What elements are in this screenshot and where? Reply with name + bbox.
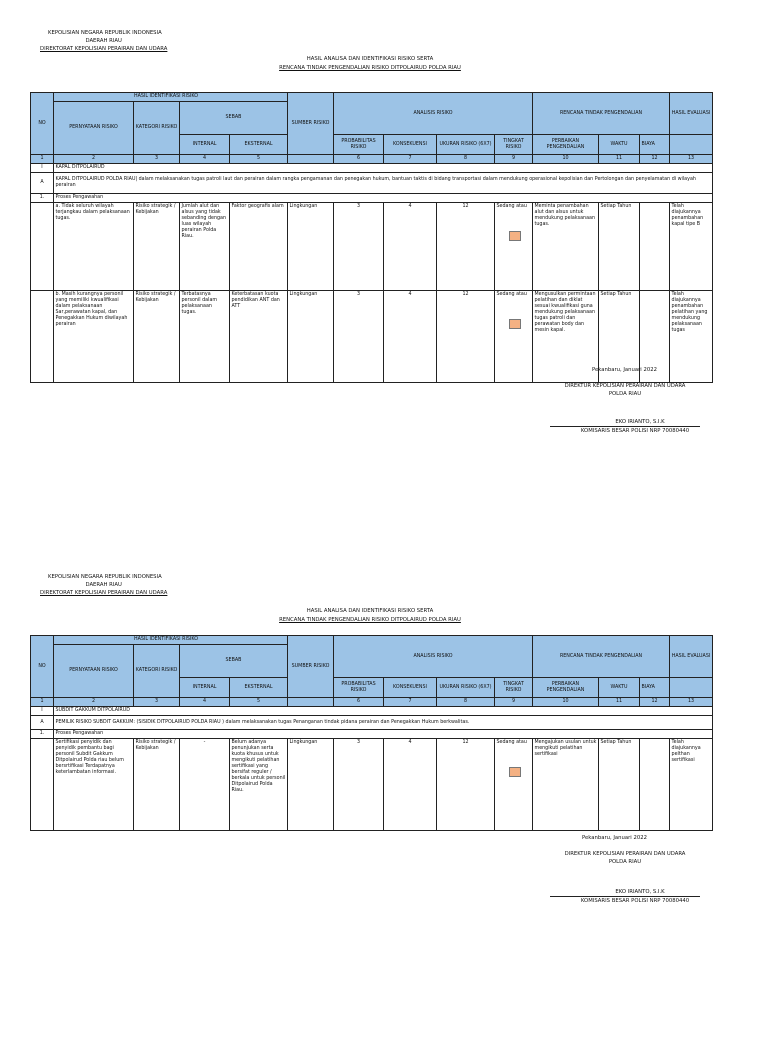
process-title: Proses Pengawahan [54, 730, 713, 739]
col-number: 5 [230, 155, 288, 164]
cell-evaluasi: Telah diajukannya penambahan kapal tipe B [670, 203, 713, 291]
cell-tingkat [495, 203, 533, 291]
header-eksternal: EKSTERNAL [230, 678, 288, 698]
header-ukuran: UKURAN RISIKO (6X7) [437, 678, 495, 698]
col-number: 11 [599, 698, 640, 707]
header-hasil-identifikasi: HASIL IDENTIFIKASI RISIKO [54, 93, 288, 102]
header-internal: INTERNAL [180, 135, 230, 155]
col-number: 11 [599, 155, 640, 164]
cell-perbaikan: Mengajukan usulan untuk mengikuti pelatihan sertifikasi [533, 739, 599, 831]
risk-level-marker [509, 319, 521, 329]
cell-probabilitas: 3 [334, 291, 384, 383]
signature-name: EKO IRIANTO, S.I.K [615, 419, 665, 425]
owner-no: A [31, 173, 54, 194]
row-no-blank [31, 291, 54, 383]
cell-internal: Terbatasnya personil dalam pelaksanaan tugas. [180, 291, 230, 383]
header-konsekuensi: KONSEKUENSI [384, 135, 437, 155]
cell-biaya [640, 203, 670, 291]
header-rencana: RENCANA TINDAK PENGENDALIAN [533, 93, 670, 135]
header-sumber: SUMBER RISIKO [288, 93, 334, 155]
col-number: 7 [384, 155, 437, 164]
header-hasil-identifikasi: HASIL IDENTIFIKASI RISIKO [54, 636, 288, 645]
org-header [40, 573, 167, 597]
doc-title [200, 55, 540, 72]
cell-tingkat [495, 739, 533, 831]
doc-title [200, 607, 540, 624]
header-analisis: ANALISIS RISIKO [334, 636, 533, 678]
page-2 [0, 544, 768, 1056]
cell-pernyataan: b. Masih kurangnya personil yang memiliki kwualifikasi dalam pelaksanaan Sar,perawatan kapal, dan Penegakkan Hukum diwilayah perairan [54, 291, 134, 383]
header-no: NO [31, 636, 54, 698]
col-number: 1 [31, 155, 54, 164]
cell-ukuran: 12 [437, 203, 495, 291]
section-title: KAPAL DITPOLAIRUD [54, 164, 713, 173]
title-line2: RENCANA TINDAK PENGENDALIAN RISIKO DITPOLAIRUD POLDA RIAU [279, 64, 461, 71]
col-number: 13 [670, 698, 713, 707]
signature-rank: KOMISARIS BESAR POLISI NRP 70080440 [550, 896, 700, 905]
col-number: 9 [495, 698, 533, 707]
col-number: 12 [640, 698, 670, 707]
risk-table [30, 92, 713, 383]
org-region: DAERAH RIAU [85, 582, 122, 588]
col-number: 2 [54, 698, 134, 707]
header-waktu: WAKTU [599, 135, 640, 155]
header-probabilitas: PROBABILITAS RISIKO [334, 135, 384, 155]
col-number: 13 [670, 155, 713, 164]
col-number: 10 [533, 155, 599, 164]
header-hasil-evaluasi: HASIL EVALUASI [670, 636, 713, 678]
header-pernyataan: PERNYATAAN RISIKO [54, 645, 134, 698]
cell-waktu: Setiap Tahun [599, 291, 640, 383]
page-1 [0, 0, 768, 512]
tingkat-text: Sedang atau [496, 204, 527, 209]
col-number: 2 [54, 155, 134, 164]
cell-perbaikan: Mengusulkan permintaan pelatihan dan diklat sesuai kwualifikasi guna mendukung pelaksanaan tugas patroli dan perawatan body dan mesin kapal. [533, 291, 599, 383]
col-number: 5 [230, 698, 288, 707]
cell-sumber: Lingkungan [288, 203, 334, 291]
title-line1: HASIL ANALISA DAN IDENTIFIKASI RISIKO SERTA [306, 56, 434, 62]
signature-place-date: Pekanbaru, Januari 2022 [592, 367, 657, 373]
header-analisis: ANALISIS RISIKO [334, 93, 533, 135]
col-number: 10 [533, 698, 599, 707]
col-number: 1 [31, 698, 54, 707]
cell-probabilitas: 3 [334, 739, 384, 831]
cell-kategori: Risiko strategik / Kebijakan [134, 291, 180, 383]
section-title: SUBDIT GAKKUM DITPOLAIRUD [54, 707, 713, 716]
process-no: 1. [31, 194, 54, 203]
header-perbaikan: PERBAIKAN PENGENDALIAN [533, 135, 599, 155]
cell-sumber: Lingkungan [288, 291, 334, 383]
header-perbaikan: PERBAIKAN PENGENDALIAN [533, 678, 599, 698]
signature-rank: KOMISARIS BESAR POLISI NRP 70080440 [550, 426, 700, 435]
header-kategori: KATEGORI RISIKO [134, 645, 180, 698]
owner-no: A [31, 716, 54, 730]
cell-internal: Jumlah alut dan alsus yang tidak sebanding dengan luas wilayah perairan Polda Riau. [180, 203, 230, 291]
col-number: 6 [334, 155, 384, 164]
title-line1: HASIL ANALISA DAN IDENTIFIKASI RISIKO SERTA [306, 608, 434, 614]
risk-level-marker [509, 231, 521, 241]
header-sebab: SEBAB [180, 645, 288, 678]
org-name: KEPOLISIAN NEGARA REPUBLIK INDONESIA [48, 574, 162, 580]
signature-name: EKO IRIANTO, S.I.K [615, 889, 665, 895]
section-no: I [31, 707, 54, 716]
cell-probabilitas: 3 [334, 203, 384, 291]
col-number: 9 [495, 155, 533, 164]
table-row [31, 203, 713, 291]
org-directorate: DIREKTORAT KEPOLISIAN PERAIRAN DAN UDARA [40, 46, 168, 52]
signature-place-date: Pekanbaru, Januari 2022 [582, 835, 647, 841]
header-biaya: BIAYA [640, 678, 670, 698]
signature-position-2: POLDA RIAU [608, 391, 642, 397]
cell-waktu: Setiap Tahun [599, 739, 640, 831]
header-evaluasi-blank [670, 135, 713, 155]
header-eksternal: EKSTERNAL [230, 135, 288, 155]
cell-kategori: Risiko strategik / Kebijakan [134, 739, 180, 831]
header-biaya: BIAYA [640, 135, 670, 155]
cell-evaluasi: Telah diajukannya penambahan pelatihan yang mendukung pelaksanaan tugas [670, 291, 713, 383]
header-tingkat: TINGKAT RISIKO [495, 135, 533, 155]
cell-pernyataan: Sertifikasi penyidik dan penyidik pembantu bagi personil Subdit Gakkum Ditpolairud Polda riau belum bersrtifikasi Terdapatnya keterlambatan informasi. [54, 739, 134, 831]
cell-kategori: Risiko strategik / Kebijakan [134, 203, 180, 291]
header-internal: INTERNAL [180, 678, 230, 698]
cell-eksternal: Keterbatasan kuota pendidikan ANT dan ATT [230, 291, 288, 383]
cell-evaluasi: Telah diajukannya pelthan sertifikasi [670, 739, 713, 831]
process-no: 1. [31, 730, 54, 739]
cell-ukuran: 12 [437, 739, 495, 831]
cell-internal: - [180, 739, 230, 831]
cell-pernyataan: a. Tidak seluruh wilayah terjangkau dalam pelaksanaan tugas. [54, 203, 134, 291]
section-no: I [31, 164, 54, 173]
signature-block [550, 366, 700, 435]
col-number-blank [288, 698, 334, 707]
cell-eksternal: Faktor geografis alam [230, 203, 288, 291]
col-number: 8 [437, 698, 495, 707]
signature-position-1: DIREKTUR KEPOLISIAN PERAIRAN DAN UDARA [564, 851, 686, 857]
cell-perbaikan: Meminta penambahan alut dan alsus untuk mendukung pelaksanaan tugas. [533, 203, 599, 291]
col-number: 6 [334, 698, 384, 707]
signature-position-1: DIREKTUR KEPOLISIAN PERAIRAN DAN UDARA [564, 383, 686, 389]
col-number: 4 [180, 698, 230, 707]
cell-eksternal: Belum adanya penunjukan serta kuota khusus untuk mengikuti pelatihan sertifikasi yang bersifat reguler / berkala untuk personil Ditpolairud Polda Riau. [230, 739, 288, 831]
owner-text: PEMILIK RISIKO SUBDIT GAKKUM: (SISIDIK DITPOLAIRUD POLDA RIAU ) dalam melaksanakan tugas Penanganan tindak pidana perairan dan Penegakkan Hukum berkwalitas. [54, 716, 713, 730]
signature-block [550, 834, 700, 905]
header-ukuran: UKURAN RISIKO (6X7) [437, 135, 495, 155]
org-region: DAERAH RIAU [85, 38, 122, 44]
row-no-blank [31, 203, 54, 291]
risk-level-marker [509, 767, 521, 777]
header-tingkat: TINGKAT RISIKO [495, 678, 533, 698]
header-sebab: SEBAB [180, 102, 288, 135]
cell-konsekuensi: 4 [384, 739, 437, 831]
tingkat-text: Sedang atau [496, 292, 527, 297]
col-number: 3 [134, 155, 180, 164]
title-line2: RENCANA TINDAK PENGENDALIAN RISIKO DITPOLAIRUD POLDA RIAU [279, 616, 461, 623]
header-sumber: SUMBER RISIKO [288, 636, 334, 698]
header-evaluasi-blank [670, 678, 713, 698]
signature-position-2: POLDA RIAU [608, 859, 642, 865]
cell-konsekuensi: 4 [384, 203, 437, 291]
cell-waktu: Setiap Tahun [599, 203, 640, 291]
row-no-blank [31, 739, 54, 831]
org-name: KEPOLISIAN NEGARA REPUBLIK INDONESIA [48, 30, 162, 36]
cell-biaya [640, 739, 670, 831]
header-probabilitas: PROBABILITAS RISIKO [334, 678, 384, 698]
header-kategori: KATEGORI RISIKO [134, 102, 180, 155]
header-no: NO [31, 93, 54, 155]
risk-table [30, 635, 713, 831]
owner-text: KAPAL DITPOLAIRUD POLDA RIAU| dalam melaksanakan tugas patroli laut dan perairan dalam rangka pengamanan dan penegakan hukum, bantuan taktis di bidang transportasi dalam mendukung operasional kepolisian dan Pertolongan dan penyelamatan di wilayah perairan [54, 173, 713, 194]
org-header [40, 29, 167, 53]
cell-sumber: Lingkungan [288, 739, 334, 831]
header-hasil-evaluasi: HASIL EVALUASI [670, 93, 713, 135]
process-title: Proses Pengawahan [54, 194, 713, 203]
col-number: 3 [134, 698, 180, 707]
table-row [31, 739, 713, 831]
col-number: 7 [384, 698, 437, 707]
header-waktu: WAKTU [599, 678, 640, 698]
col-number-blank [288, 155, 334, 164]
col-number: 12 [640, 155, 670, 164]
org-directorate: DIREKTORAT KEPOLISIAN PERAIRAN DAN UDARA [40, 590, 168, 596]
header-rencana: RENCANA TINDAK PENGENDALIAN [533, 636, 670, 678]
cell-ukuran: 12 [437, 291, 495, 383]
cell-tingkat [495, 291, 533, 383]
header-pernyataan: PERNYATAAN RISIKO [54, 102, 134, 155]
cell-konsekuensi: 4 [384, 291, 437, 383]
header-konsekuensi: KONSEKUENSI [384, 678, 437, 698]
tingkat-text: Sedang atau [496, 740, 527, 745]
col-number: 8 [437, 155, 495, 164]
col-number: 4 [180, 155, 230, 164]
